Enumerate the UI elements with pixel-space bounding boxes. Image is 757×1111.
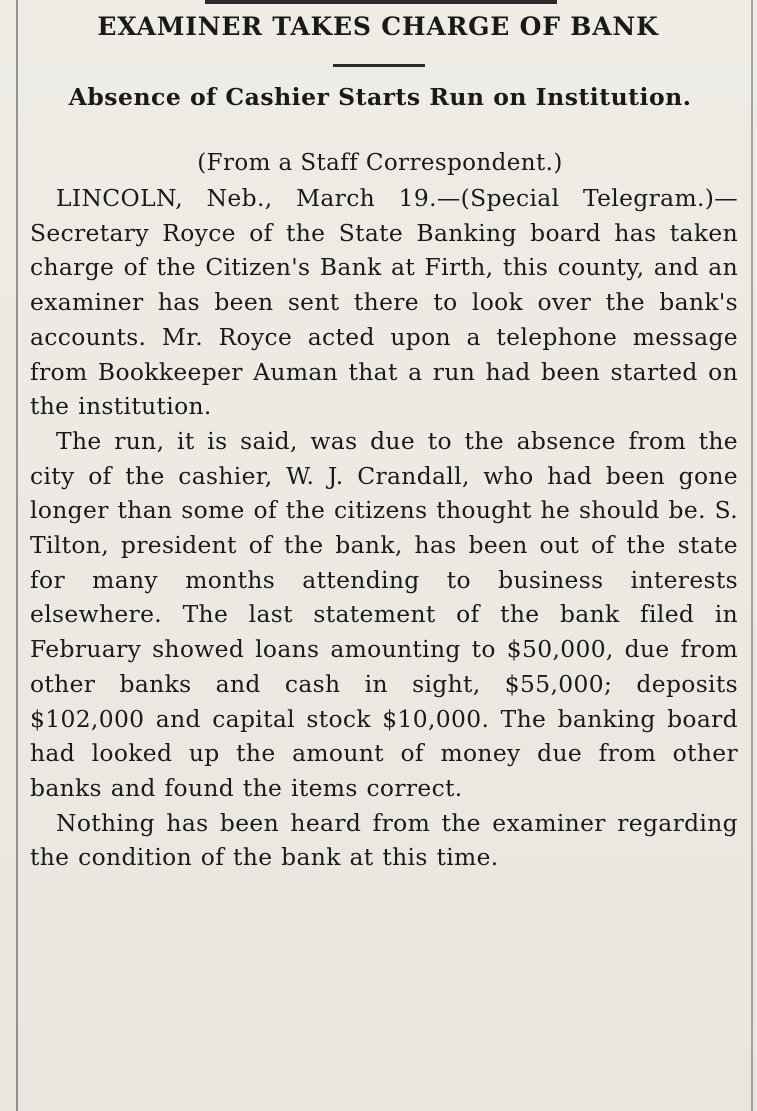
- paragraph-1: LINCOLN, Neb., March 19.—(Special Telegram.)—Secretary Royce of the State Banking board has taken charge of the Citizen's Bank at Firth, this county, and an examiner has been sent there to look over the bank's accounts. Mr. Royce acted upon a telephone message from Bookkeeper Auman that a run had been started on the institution.: [30, 184, 738, 421]
- headline-separator: [333, 64, 425, 67]
- left-column-rule: [16, 0, 18, 1111]
- headline: EXAMINER TAKES CHARGE OF BANK: [97, 12, 659, 41]
- paragraph-2: The run, it is said, was due to the absence from the city of the cashier, W. J. Crandall, who had been gone longer than some of the citizens thought he should be. S. Tilton, president of the bank, has been out of the state for many months attending to business interests elsewhere. The last statement of the bank filed in February showed loans amounting to $50,000, due from other banks and cash in sight, $55,000; deposits $102,000 and capital stock $10,000. The banking board had looked up the amount of money due from other banks and found the items correct.: [30, 426, 738, 802]
- article-body: [30, 181, 738, 875]
- byline: (From a Staff Correspondent.): [197, 150, 563, 176]
- paragraph-3: Nothing has been heard from the examiner regarding the condition of the bank at this time.: [30, 808, 738, 872]
- right-column-rule: [751, 0, 753, 1111]
- subheadline: Absence of Cashier Starts Run on Institution.: [68, 83, 692, 111]
- top-column-rule: [205, 0, 557, 4]
